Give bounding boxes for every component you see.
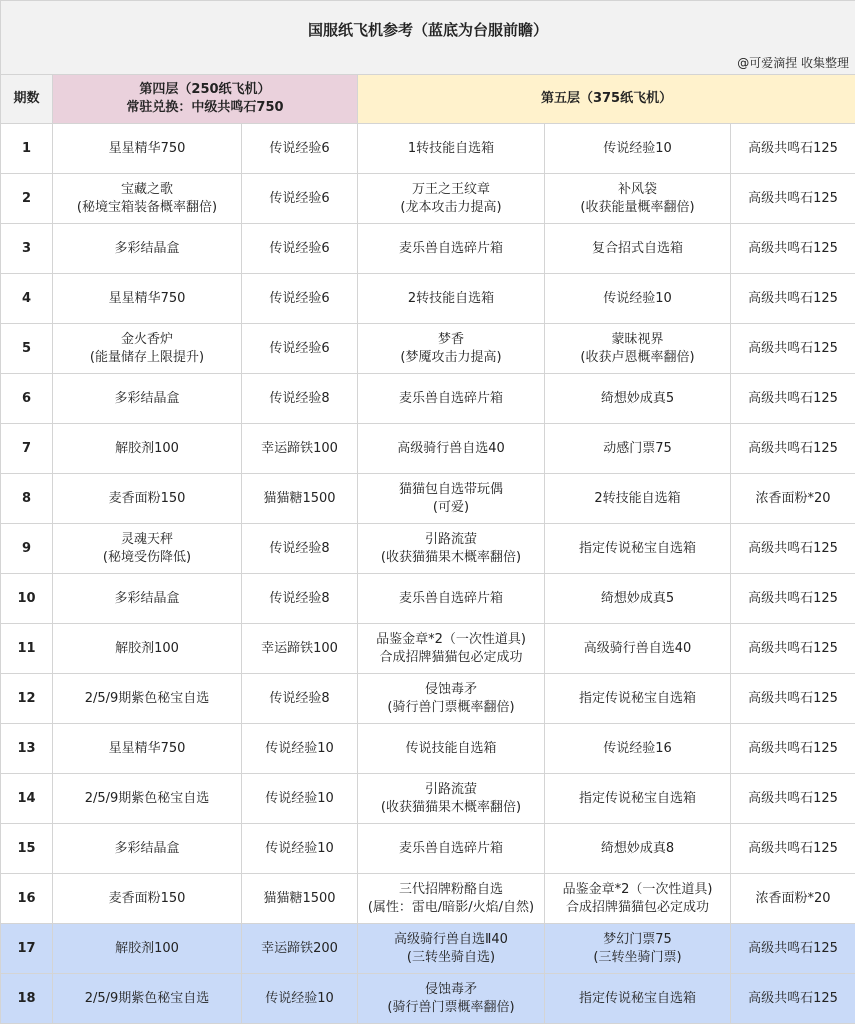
table-row [1,824,855,874]
layer5-reward-d [545,424,731,474]
cell-text: 2转技能自选箱 [360,290,542,308]
cell-text: 品鉴金章*2（一次性道具) [360,631,542,649]
layer5-reward-e [731,224,855,274]
cell-text: 传说经验10 [547,140,728,158]
cell-text: (秘境受伤降低) [55,549,239,567]
table-row [1,524,855,574]
cell-text: 浓香面粉*20 [733,890,853,908]
cell-text: 补风袋 [547,181,728,199]
cell-text: (收获猫猫果木概率翻倍) [360,799,542,817]
period-number: 13 [1,724,53,774]
layer4-reward-a [53,374,242,424]
layer5-reward-e [731,824,855,874]
layer5-reward-c [358,824,545,874]
table-row [1,424,855,474]
cell-text: 金火香炉 [55,331,239,349]
layer5-reward-d [545,824,731,874]
cell-text: 麦香面粉150 [55,890,239,908]
cell-text: 浓香面粉*20 [733,490,853,508]
cell-text: (秘境宝箱装备概率翻倍) [55,199,239,217]
layer5-reward-e [731,374,855,424]
layer5-reward-c [358,424,545,474]
period-number: 16 [1,874,53,924]
layer4-reward-a [53,324,242,374]
layer4-reward-a [53,924,242,974]
cell-text: 侵蚀毒矛 [360,681,542,699]
period-number: 17 [1,924,53,974]
layer4-reward-b [242,224,358,274]
period-number: 3 [1,224,53,274]
layer5-reward-c [358,224,545,274]
layer5-reward-d [545,274,731,324]
cell-text: 品鉴金章*2（一次性道具) [547,881,728,899]
cell-text: 蒙昧视界 [547,331,728,349]
credit-note: @可爱滴捏 收集整理 [1,52,855,75]
cell-text: 传说经验6 [244,140,355,158]
cell-text: 传说经验10 [244,740,355,758]
cell-text: 传说经验10 [244,990,355,1008]
cell-text: 猫猫包自选带玩偶 [360,481,542,499]
layer5-reward-c [358,324,545,374]
layer5-reward-d [545,974,731,1024]
cell-text: 多彩结晶盒 [55,240,239,258]
cell-text: 星星精华750 [55,290,239,308]
cell-text: 猫猫糖1500 [244,890,355,908]
cell-text: 高级骑行兽自选Ⅱ40 [360,931,542,949]
layer5-reward-e [731,874,855,924]
layer5-reward-e [731,924,855,974]
cell-text: 动感门票75 [547,440,728,458]
layer4-reward-b [242,474,358,524]
cell-text: (能量储存上限提升) [55,349,239,367]
period-number: 1 [1,124,53,174]
layer4-reward-b [242,874,358,924]
cell-text: 高级共鸣石125 [733,840,853,858]
layer5-reward-e [731,624,855,674]
layer5-reward-e [731,974,855,1024]
layer4-reward-a [53,874,242,924]
layer5-reward-c [358,874,545,924]
cell-text: 解胶剂100 [55,940,239,958]
cell-text: 多彩结晶盒 [55,840,239,858]
layer5-reward-c [358,574,545,624]
header-layer4 [53,75,358,124]
cell-text: 高级共鸣石125 [733,790,853,808]
table-row [1,874,855,924]
table-row [1,374,855,424]
table-row [1,924,855,974]
cell-text: 幸运蹄铁200 [244,940,355,958]
layer4-reward-b [242,724,358,774]
period-number: 10 [1,574,53,624]
layer4-reward-b [242,374,358,424]
cell-text: (骑行兽门票概率翻倍) [360,999,542,1017]
layer5-reward-c [358,974,545,1024]
layer5-reward-c [358,724,545,774]
cell-text: 2/5/9期紫色秘宝自选 [55,690,239,708]
cell-text: 传说经验10 [547,290,728,308]
cell-text: 星星精华750 [55,740,239,758]
cell-text: 绮想妙成真8 [547,840,728,858]
cell-text: 复合招式自选箱 [547,240,728,258]
cell-text: 侵蚀毒矛 [360,981,542,999]
cell-text: 绮想妙成真5 [547,390,728,408]
layer5-reward-c [358,124,545,174]
layer4-reward-b [242,624,358,674]
cell-text: 解胶剂100 [55,440,239,458]
cell-text: 多彩结晶盒 [55,390,239,408]
cell-text: 高级共鸣石125 [733,940,853,958]
page-title: 国服纸飞机参考（蓝底为台服前瞻） [1,1,855,53]
cell-text: 麦乐兽自选碎片箱 [360,590,542,608]
cell-text: (属性：雷电/暗影/火焰/自然) [360,899,542,917]
layer5-reward-d [545,724,731,774]
cell-text: 宝藏之歌 [55,181,239,199]
cell-text: 合成招牌猫猫包必定成功 [547,899,728,917]
layer5-reward-d [545,624,731,674]
cell-text: 引路流萤 [360,531,542,549]
layer4-reward-a [53,424,242,474]
period-number: 2 [1,174,53,224]
layer4-reward-b [242,124,358,174]
table-row [1,474,855,524]
cell-text: 星星精华750 [55,140,239,158]
table-row [1,324,855,374]
layer5-reward-d [545,774,731,824]
layer4-reward-a [53,974,242,1024]
cell-text: 指定传说秘宝自选箱 [547,790,728,808]
table-row [1,774,855,824]
period-number: 18 [1,974,53,1024]
layer4-reward-a [53,124,242,174]
layer5-reward-d [545,674,731,724]
table-row [1,674,855,724]
cell-text: 猫猫糖1500 [244,490,355,508]
cell-text: 高级共鸣石125 [733,540,853,558]
layer5-reward-d [545,474,731,524]
layer4-reward-a [53,524,242,574]
cell-text: 高级共鸣石125 [733,340,853,358]
cell-text: 麦香面粉150 [55,490,239,508]
cell-text: 2转技能自选箱 [547,490,728,508]
table-row [1,224,855,274]
cell-text: 指定传说秘宝自选箱 [547,690,728,708]
cell-text: 幸运蹄铁100 [244,440,355,458]
layer5-reward-c [358,174,545,224]
layer5-reward-e [731,774,855,824]
cell-text: 麦乐兽自选碎片箱 [360,840,542,858]
cell-text: (三转坐骑门票) [547,949,728,967]
cell-text: 传说经验10 [244,840,355,858]
layer5-reward-c [358,524,545,574]
cell-text: 传说经验8 [244,690,355,708]
layer5-reward-e [731,274,855,324]
layer5-reward-c [358,774,545,824]
header-layer4-title: 第四层（250纸飞机） [55,81,355,99]
cell-text: 万王之王纹章 [360,181,542,199]
cell-text: 1转技能自选箱 [360,140,542,158]
cell-text: 三代招牌粉酪自选 [360,881,542,899]
cell-text: 指定传说秘宝自选箱 [547,990,728,1008]
table-row [1,574,855,624]
period-number: 11 [1,624,53,674]
layer4-reward-b [242,174,358,224]
table-row [1,724,855,774]
table-row [1,124,855,174]
layer4-reward-a [53,224,242,274]
layer5-reward-c [358,474,545,524]
cell-text: 传说经验8 [244,590,355,608]
period-number: 6 [1,374,53,424]
period-number: 14 [1,774,53,824]
layer5-reward-c [358,924,545,974]
layer5-reward-e [731,174,855,224]
period-number: 5 [1,324,53,374]
period-number: 8 [1,474,53,524]
layer5-reward-e [731,524,855,574]
cell-text: 2/5/9期紫色秘宝自选 [55,990,239,1008]
layer4-reward-b [242,274,358,324]
cell-text: 传说技能自选箱 [360,740,542,758]
period-number: 12 [1,674,53,724]
layer5-reward-c [358,274,545,324]
table-row [1,974,855,1024]
cell-text: 高级共鸣石125 [733,590,853,608]
cell-text: 高级共鸣石125 [733,140,853,158]
layer4-reward-a [53,574,242,624]
cell-text: (龙本攻击力提高) [360,199,542,217]
cell-text: (三转坐骑自选) [360,949,542,967]
cell-text: 解胶剂100 [55,640,239,658]
layer4-reward-a [53,174,242,224]
layer5-reward-e [731,674,855,724]
layer5-reward-e [731,574,855,624]
cell-text: (收获猫猫果木概率翻倍) [360,549,542,567]
table-row [1,624,855,674]
cell-text: (梦魇攻击力提高) [360,349,542,367]
header-layer5: 第五层（375纸飞机） [358,75,855,124]
layer5-reward-e [731,474,855,524]
cell-text: 传说经验8 [244,540,355,558]
cell-text: 引路流萤 [360,781,542,799]
cell-text: 高级共鸣石125 [733,990,853,1008]
layer5-reward-c [358,374,545,424]
layer4-reward-b [242,824,358,874]
cell-text: 传说经验8 [244,390,355,408]
layer5-reward-d [545,224,731,274]
cell-text: 高级骑行兽自选40 [360,440,542,458]
period-number: 7 [1,424,53,474]
cell-text: 指定传说秘宝自选箱 [547,540,728,558]
layer5-reward-d [545,524,731,574]
layer5-reward-e [731,424,855,474]
cell-text: 高级共鸣石125 [733,240,853,258]
cell-text: 幸运蹄铁100 [244,640,355,658]
cell-text: (骑行兽门票概率翻倍) [360,699,542,717]
layer5-reward-d [545,574,731,624]
cell-text: 绮想妙成真5 [547,590,728,608]
cell-text: 2/5/9期紫色秘宝自选 [55,790,239,808]
layer4-reward-a [53,674,242,724]
cell-text: 传说经验6 [244,190,355,208]
cell-text: (收获能量概率翻倍) [547,199,728,217]
layer4-reward-a [53,774,242,824]
cell-text: 梦香 [360,331,542,349]
table-row [1,174,855,224]
cell-text: 高级骑行兽自选40 [547,640,728,658]
layer5-reward-d [545,874,731,924]
layer4-reward-b [242,774,358,824]
layer5-reward-e [731,324,855,374]
cell-text: 麦乐兽自选碎片箱 [360,240,542,258]
layer4-reward-a [53,274,242,324]
cell-text: 梦幻门票75 [547,931,728,949]
layer4-reward-b [242,974,358,1024]
layer5-reward-d [545,124,731,174]
layer4-reward-b [242,324,358,374]
cell-text: 传说经验6 [244,290,355,308]
cell-text: 高级共鸣石125 [733,190,853,208]
cell-text: (可爱) [360,499,542,517]
cell-text: 高级共鸣石125 [733,740,853,758]
cell-text: 传说经验10 [244,790,355,808]
table-row [1,274,855,324]
period-number: 9 [1,524,53,574]
cell-text: 高级共鸣石125 [733,640,853,658]
cell-text: 合成招牌猫猫包必定成功 [360,649,542,667]
layer4-reward-b [242,674,358,724]
header-period: 期数 [1,75,53,124]
layer5-reward-d [545,374,731,424]
layer5-reward-e [731,724,855,774]
cell-text: 麦乐兽自选碎片箱 [360,390,542,408]
cell-text: 高级共鸣石125 [733,290,853,308]
period-number: 15 [1,824,53,874]
layer4-reward-a [53,474,242,524]
cell-text: (收获卢恩概率翻倍) [547,349,728,367]
layer4-reward-b [242,524,358,574]
layer5-reward-e [731,124,855,174]
cell-text: 传说经验16 [547,740,728,758]
layer5-reward-c [358,624,545,674]
layer5-reward-d [545,924,731,974]
header-layer4-exchange: 常驻兑换：中级共鸣石750 [55,99,355,117]
period-number: 4 [1,274,53,324]
cell-text: 传说经验6 [244,340,355,358]
layer5-reward-d [545,174,731,224]
layer5-reward-c [358,674,545,724]
cell-text: 高级共鸣石125 [733,690,853,708]
layer4-reward-b [242,574,358,624]
layer5-reward-d [545,324,731,374]
cell-text: 传说经验6 [244,240,355,258]
cell-text: 高级共鸣石125 [733,390,853,408]
layer4-reward-b [242,424,358,474]
layer4-reward-a [53,824,242,874]
layer4-reward-b [242,924,358,974]
layer4-reward-a [53,624,242,674]
cell-text: 灵魂天秤 [55,531,239,549]
layer4-reward-a [53,724,242,774]
cell-text: 高级共鸣石125 [733,440,853,458]
cell-text: 多彩结晶盒 [55,590,239,608]
